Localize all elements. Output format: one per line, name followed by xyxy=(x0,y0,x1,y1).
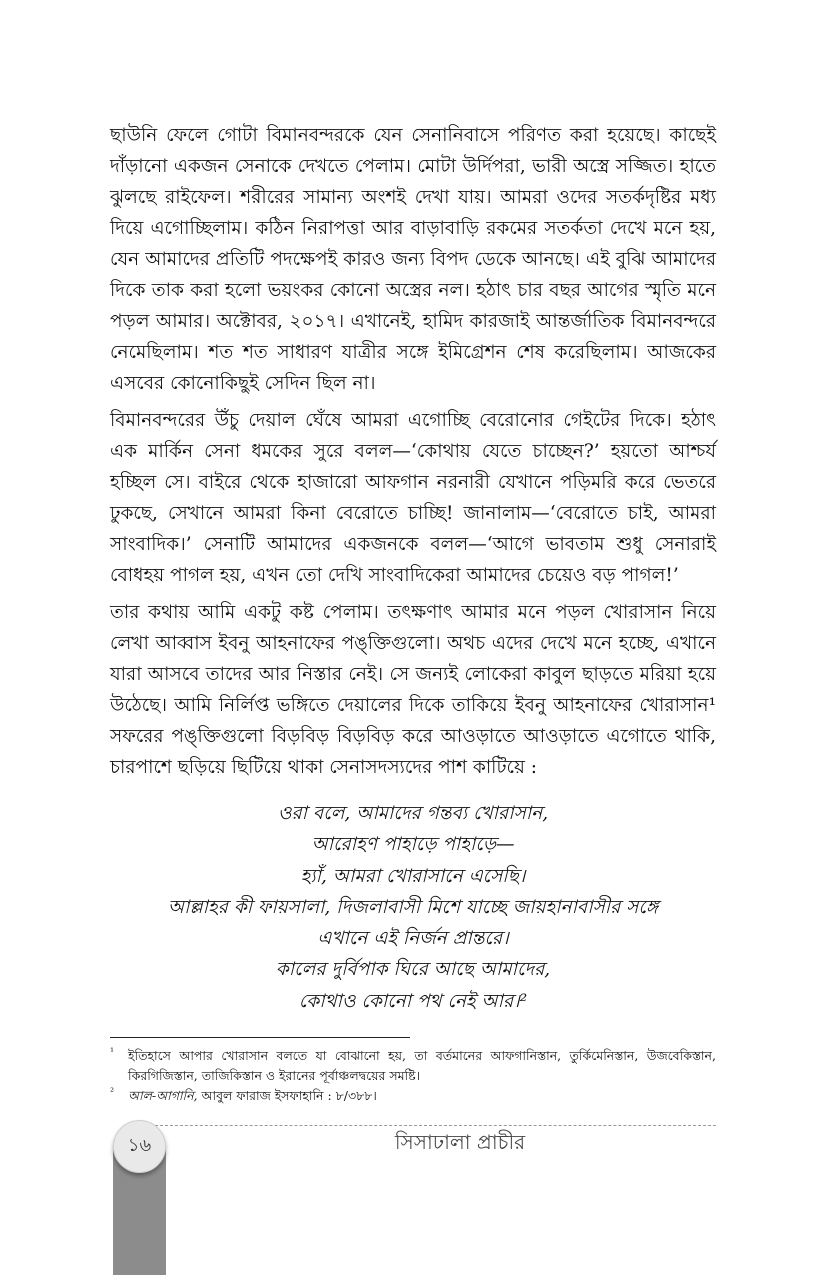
footnote-divider xyxy=(110,1037,410,1038)
footnote-source-title: আল-আগানি, xyxy=(128,1088,198,1103)
poem-block xyxy=(110,798,716,1017)
poem-line: এখানে এই নির্জন প্রান্তরে। xyxy=(317,928,509,950)
footnote-1 xyxy=(110,1046,716,1086)
poem-line: কালের দুর্বিপাক ঘিরে আছে আমাদের, xyxy=(275,959,551,981)
poem-line: আল্লাহর কী ফায়সালা, দিজলাবাসী মিশে যাচ্ছে জায়হানাবাসীর সঙ্গে xyxy=(167,896,659,918)
body-text xyxy=(110,120,716,789)
poem-line: আরোহণ পাহাড়ে পাহাড়ে— xyxy=(311,834,515,856)
footnotes xyxy=(110,1046,716,1106)
paragraph-1: ছাউনি ফেলে গোটা বিমানবন্দরকে যেন সেনানিবাসে পরিণত করা হয়েছে। কাছেই দাঁড়ানো একজন সেনাকে দেখতে পেলাম। মোটা উর্দিপরা, ভারী অস্ত্রে সজ্জিত। হাতে ঝুলছে রাইফেল। শরীরের সামান্য অংশই দেখা যায়। আমরা ওদের সতর্কদৃষ্টির মধ্য দিয়ে এগোচ্ছিলাম। কঠিন নিরাপত্তা আর বাড়াবাড়ি রকমের সতর্কতা দেখে মনে হয়, যেন আমাদের প্রতিটি পদক্ষেপই কারও জন্য বিপদ ডেকে আনছে। এই বুঝি আমাদের দিকে তাক করা হলো ভয়ংকর কোনো অস্ত্রের নল। হঠাৎ চার বছর আগের স্মৃতি মনে পড়ল আমার। অক্টোবর, ২০১৭। এখানেই, হামিদ কারজাই আন্তর্জাতিক বিমানবন্দরে নেমেছিলাম। শত শত সাধারণ যাত্রীর সঙ্গে ইমিগ্রেশন শেষ করেছিলাম। আজকের এসবের কোনোকিছুই সেদিন ছিল না। xyxy=(110,125,716,394)
poem-line: ওরা বলে, আমাদের গন্তব্য খোরাসান, xyxy=(277,803,549,824)
page-number-badge xyxy=(113,1120,166,1173)
footnote-text: আবুল ফারাজ ইসফাহানি : ৮/৩৮৮। xyxy=(197,1088,377,1103)
paragraph-2: বিমানবন্দরের উঁচু দেয়াল ঘেঁষে আমরা এগোচ্ছি বেরোনোর গেইটের দিকে। হঠাৎ এক মার্কিন সেনা ধমকের সুরে বলল—‘কোথায় যেতে চাচ্ছেন?’ হয়তো আশ্চর্য হচ্ছিল সে। বাইরে থেকে হাজারো আফগান নরনারী যেখানে পড়িমরি করে ভেতরে ঢুকছে, সেখানে আমরা কিনা বেরোতে চাচ্ছি! জানালাম—‘বেরোতে চাই, আমরা সাংবাদিক।’ সেনাটি আমাদের একজনকে বলল—‘আগে ভাবতাম শুধু সেনারাই বোধহয় পাগল হয়, এখন তো দেখি সাংবাদিকেরা আমাদের চেয়েও বড় পাগল!’ xyxy=(110,410,716,586)
poem-line: হ্যাঁ, আমরা খোরাসানে এসেছি। xyxy=(300,865,526,887)
book-title: সিসাঢালা প্রাচীর xyxy=(394,1130,526,1154)
page-number: ১৬ xyxy=(127,1135,152,1156)
footer-dashed-line xyxy=(150,1125,716,1126)
footnote-mark: ¹ xyxy=(110,1047,115,1058)
footnote-text: ইতিহাসে আপার খোরাসান বলতে যা বোঝানো হয়, তা বর্তমানের আফগানিস্তান, তুর্কিমেনিস্তান, উজবেকিস্তান, কিরগিজিস্তান, তাজিকিস্তান ও ইরানের পূর্বাঞ্চলদ্বয়ের সমষ্টি। xyxy=(128,1048,716,1083)
paragraph-3: তার কথায় আমি একটু কষ্ট পেলাম। তৎক্ষণাৎ আমার মনে পড়ল খোরাসান নিয়ে লেখা আব্বাস ইবনু আহনাফের পঙ্‌ক্তিগুলো। অথচ এদের দেখে মনে হচ্ছে, এখানে যারা আসবে তাদের আর নিস্তার নেই। সে জন্যই লোকেরা কাবুল ছাড়তে মরিয়া হয়ে উঠেছে। আমি নির্লিপ্ত ভঙ্গিতে দেয়ালের দিকে তাকিয়ে ইবনু আহনাফের খোরাসান¹ সফরের পঙ্‌ক্তিগুলো বিড়বিড় বিড়বিড় করে আওড়াতে আওড়াতে এগোতে থাকি, চারপাশে ছড়িয়ে ছিটিয়ে থাকা সেনাসদস্যদের পাশ কাটিয়ে : xyxy=(110,602,716,778)
footnote-2 xyxy=(110,1086,716,1106)
poem-line: কোথাও কোনো পথ নেই আর।² xyxy=(298,990,528,1012)
footnote-mark: ² xyxy=(110,1087,115,1098)
